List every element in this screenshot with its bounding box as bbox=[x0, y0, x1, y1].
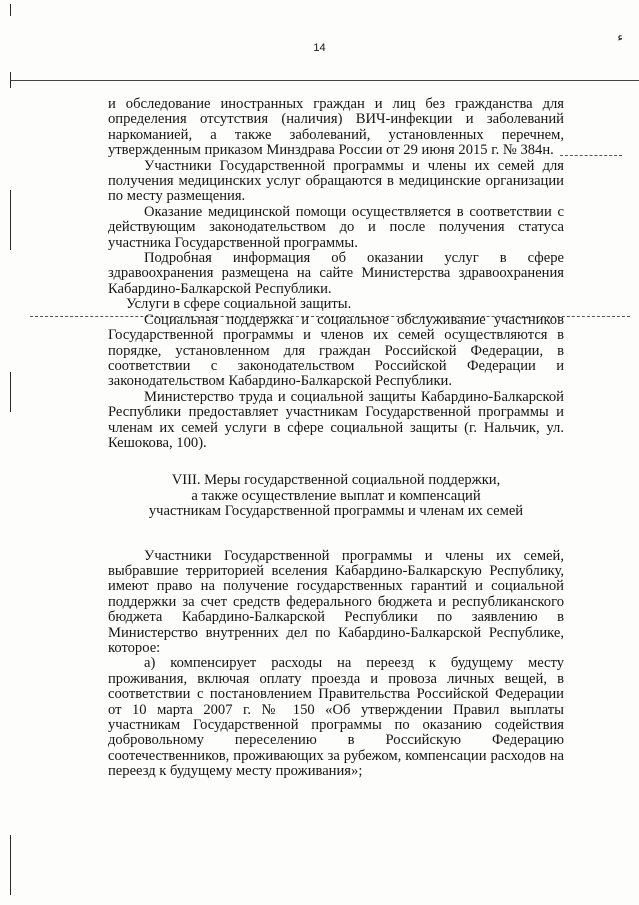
header-rule bbox=[10, 80, 639, 81]
document-body bbox=[108, 97, 564, 780]
paragraph: Оказание медицинской помощи осуществляется в соответствии с действующим законодательством до и после получения статуса участника Государственной программы. bbox=[108, 203, 564, 251]
section-heading-line-3: участникам Государственной программы и членам их семей bbox=[148, 503, 524, 520]
scan-margin-line bbox=[10, 372, 11, 412]
section-heading bbox=[108, 473, 564, 519]
paragraphs-after bbox=[108, 549, 564, 780]
page-number: 14 bbox=[313, 42, 326, 54]
scan-dash bbox=[560, 155, 622, 156]
scan-margin-line bbox=[10, 190, 11, 250]
paragraph: Министерство труда и социальной защиты Кабардино-Балкарской Республики предоставляет участникам Государственной программы и членам их семей услуги в сфере социальной защиты (г. Нальчик, ул. Кешокова, 100). bbox=[108, 388, 564, 451]
scan-margin-line bbox=[10, 72, 11, 88]
paragraph: Участники Государственной программы и члены их семей, выбравшие территорией вселения Кабардино-Балкарскую Республику, имеют право на получение государственных гарантий и социальной поддержки за счет средств федерального бюджета и республиканского бюджета Кабардино-Балкарской Республики по заявлению в Министерство внутренних дел по Кабардино-Балкарской Республике, которое: bbox=[108, 547, 564, 656]
paragraph: Участники Государственной программы и члены их семей для получения медицинских услуг обращаются в медицинские организации по месту размещения. bbox=[108, 157, 564, 205]
scan-margin-line bbox=[10, 835, 11, 895]
paragraph: а) компенсирует расходы на переезд к будущему месту проживания, включая оплату проезда и провоза личных вещей, в соответствии с постановлением Правительства Российской Федерации от 10 марта 2007 г. № 150 «Об утверждении Правил выплаты участникам Государственной программы по оказанию содействия добровольному переселению в Российскую Федерацию соотечественников, проживающих за рубежом, компенсации расходов на переезд к будущему месту проживания»; bbox=[108, 655, 564, 780]
section-heading-line-2: а также осуществление выплат и компенсаций bbox=[191, 487, 481, 504]
scan-margin-line bbox=[10, 4, 11, 16]
paragraph: Услуги в сфере социальной защиты. bbox=[126, 296, 352, 313]
corner-mark: ء bbox=[617, 30, 623, 44]
paragraphs-before bbox=[108, 97, 564, 451]
paragraph: и обследование иностранных граждан и лиц без гражданства для определения отсутствия (наличия) ВИЧ-инфекции и заболеваний наркоманией, а также заболеваний, установленных перечнем, утвержденным приказом Минздрава России от 29 июня 2015 г. № 384н. bbox=[108, 96, 564, 159]
paragraph: Подробная информация об оказании услуг в сфере здравоохранения размещена на сайте Министерства здравоохранения Кабардино-Балкарской Республики. bbox=[108, 250, 564, 297]
paragraph: Социальная поддержка и социальное обслуживание участников Государственной программы и членов их семей осуществляются в порядке, установленном для граждан Российской Федерации, в соответствии с законодательством Российской Федерации и законодательством Кабардино-Балкарской Республики. bbox=[108, 311, 564, 390]
section-heading-line-1: VIII. Меры государственной социальной поддержки, bbox=[171, 472, 501, 489]
